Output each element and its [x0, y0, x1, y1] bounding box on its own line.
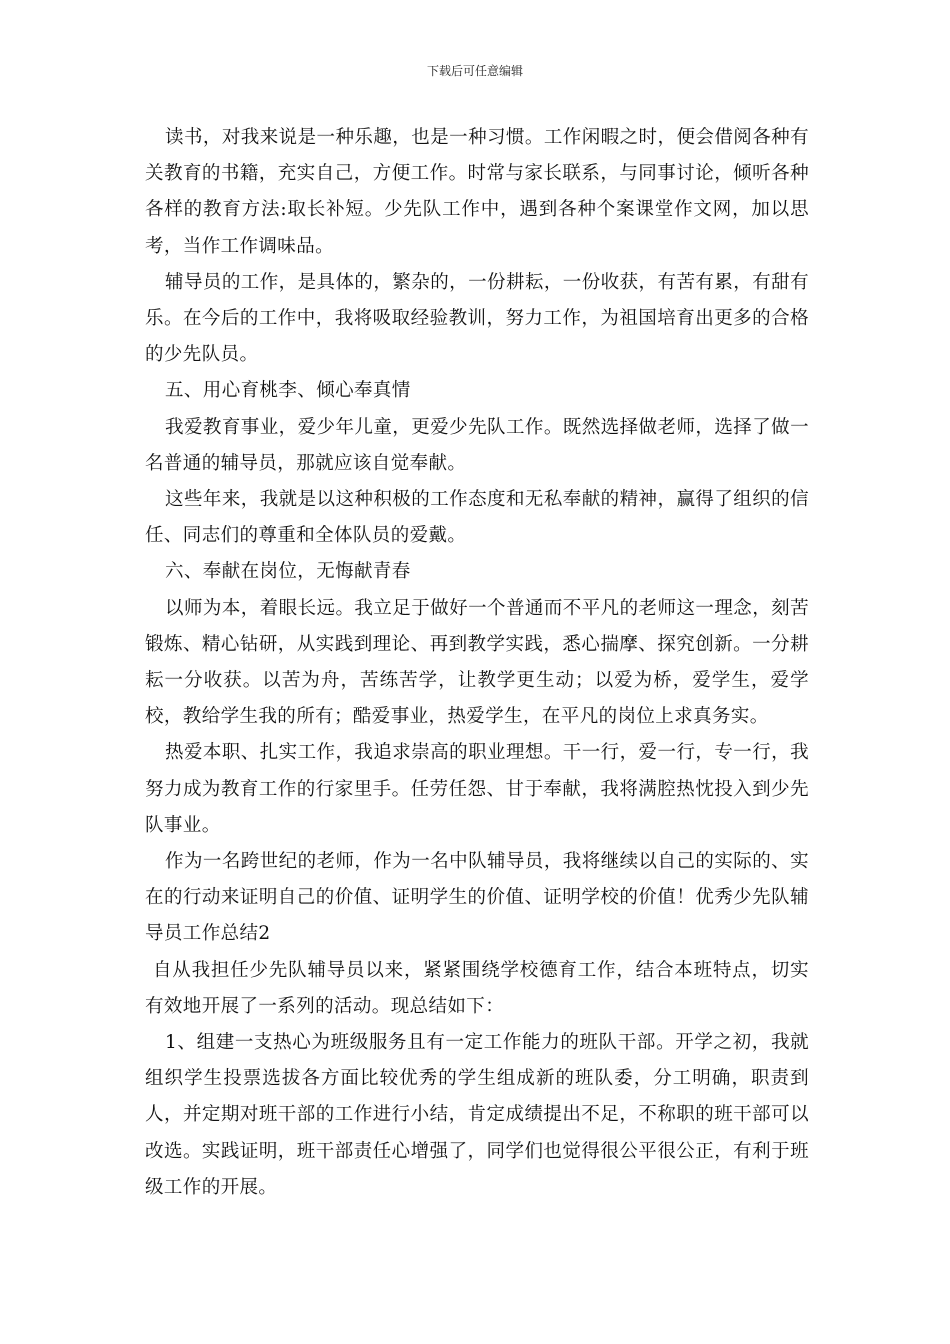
paragraph-cross-century: 作为一名跨世纪的老师，作为一名中队辅导员，我将继续以自己的实际的、实在的行动来证明自己的价值、证明学生的价值、证明学校的价值！优秀少先队辅导员工作总结2: [145, 851, 809, 945]
paragraph-love-job: 热爱本职、扎实工作，我追求崇高的职业理想。干一行，爱一行，专一行，我努力成为教育工作的行家里手。任劳任怨、甘于奉献，我将满腔热忱投入到少先队事业。: [145, 742, 809, 836]
paragraph-teacher-first: 以师为本，着眼长远。我立足于做好一个普通而不平凡的老师这一理念，刻苦锻炼、精心钻研，从实践到理论、再到教学实践，悉心揣摩、探究创新。一分耕耘一分收获。以苦为舟，苦练苦学，让教学更生动；以爱为桥，爱学生，爱学校，教给学生我的所有；酷爱事业，热爱学生，在平凡的岗位上求真务实。: [145, 597, 809, 728]
paragraph-since-counselor: 自从我担任少先队辅导员以来，紧紧围绕学校德育工作，结合本班特点，切实有效地开展了一系列的活动。现总结如下：: [145, 959, 809, 1017]
paragraph-love-education: 我爱教育事业，爱少年儿童，更爱少先队工作。既然选择做老师，选择了做一名普通的辅导员，那就应该自觉奉献。: [145, 416, 809, 474]
page-header: 下载后可任意编辑: [426, 64, 523, 78]
paragraph-counselor-work: 辅导员的工作，是具体的，繁杂的，一份耕耘，一份收获，有苦有累，有甜有乐。在今后的工作中，我将吸取经验教训，努力工作，为祖国培育出更多的合格的少先队员。: [145, 271, 809, 366]
section-heading-five: 五、用心育桃李、倾心奉真情: [165, 380, 411, 402]
document-body: [145, 120, 809, 1206]
paragraph-these-years: 这些年来，我就是以这种积极的工作态度和无私奉献的精神，赢得了组织的信任、同志们的尊重和全体队员的爱戴。: [145, 489, 809, 547]
paragraph-item-one: 1、组建一支热心为班级服务且有一定工作能力的班队干部。开学之初，我就组织学生投票选拔各方面比较优秀的学生组成新的班队委，分工明确，职责到人，并定期对班干部的工作进行小结，肯定成绩提出不足，不称职的班干部可以改选。实践证明，班干部责任心增强了，同学们也觉得很公平很公正，有利于班级工作的开展。: [145, 1032, 809, 1198]
section-heading-six: 六、奉献在岗位，无悔献青春: [165, 561, 411, 583]
paragraph-reading: 读书，对我来说是一种乐趣，也是一种习惯。工作闲暇之时，便会借阅各种有关教育的书籍，充实自己，方便工作。时常与家长联系，与同事讨论，倾听各种各样的教育方法:取长补短。少先队工作中，遇到各种个案课堂作文网，加以思考，当作工作调味品。: [145, 127, 809, 257]
